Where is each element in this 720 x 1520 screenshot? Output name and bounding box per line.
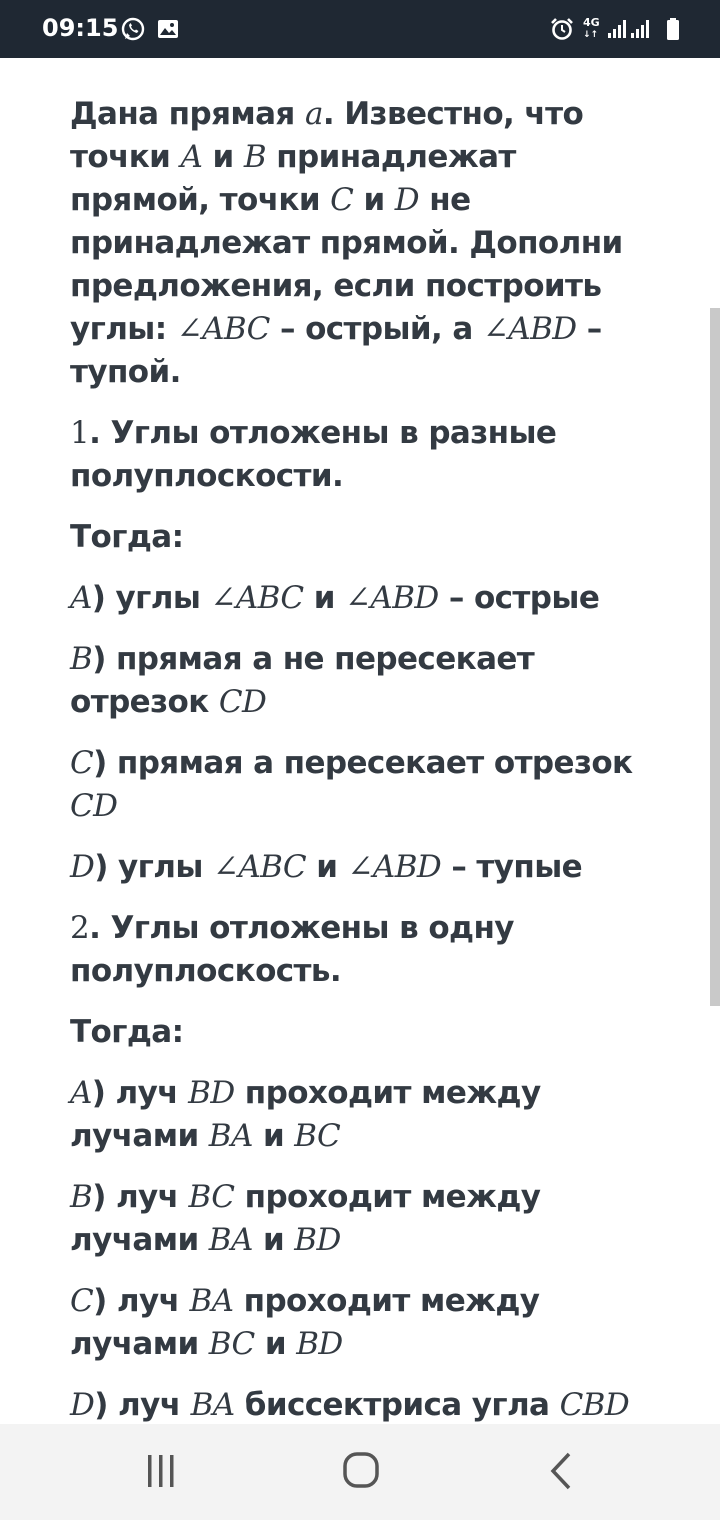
part1-option-b: B) прямая а не пересекает отрезок CD: [70, 641, 535, 720]
alarm-icon: [547, 14, 577, 44]
part2-option-a: A) луч BD проходит между лучами BA и BC: [70, 1075, 541, 1154]
recent-apps-icon[interactable]: [131, 1446, 191, 1496]
network-4g-icon: 4G ↓↑: [583, 16, 600, 40]
part1-option-c: C) прямая а пересекает отрезок CD: [70, 745, 633, 824]
scrollbar[interactable]: [710, 308, 720, 1006]
nav-bar: [0, 1424, 720, 1520]
part1-option-d: D) углы ∠ABC и ∠ABD – тупые: [70, 849, 583, 885]
battery-icon: [658, 14, 688, 44]
status-time: 09:15: [42, 14, 119, 42]
status-bar: [0, 0, 720, 58]
part2-then: Тогда:: [70, 1014, 184, 1050]
task-intro: Дана прямая a. Известно, что точки A и B принадлежат прямой, точки C и D не принадлежат прямой. Дополни предложения, если построить углы: ∠ABC – острый, а ∠ABD – тупой.: [70, 96, 623, 390]
whatsapp-icon: [118, 14, 148, 44]
back-icon[interactable]: [531, 1446, 591, 1496]
part2-option-c: C) луч BA проходит между лучами BC и BD: [70, 1283, 540, 1362]
part1-then: Тогда:: [70, 519, 184, 555]
signal-icon: [627, 14, 657, 44]
part2-option-b: B) луч BC проходит между лучами BA и BD: [70, 1179, 541, 1258]
task-content: [70, 93, 645, 1445]
image-icon: [153, 14, 183, 44]
part1-heading: 1. Углы отложены в разные полуплоскости.: [70, 415, 557, 494]
home-icon[interactable]: [331, 1446, 391, 1496]
part2-option-d: D) луч BA биссектриса угла CBD: [70, 1387, 630, 1423]
part1-option-a: A) углы ∠ABC и ∠ABD – острые: [70, 580, 600, 616]
part2-heading: 2. Углы отложены в одну полуплоскость.: [70, 910, 514, 989]
